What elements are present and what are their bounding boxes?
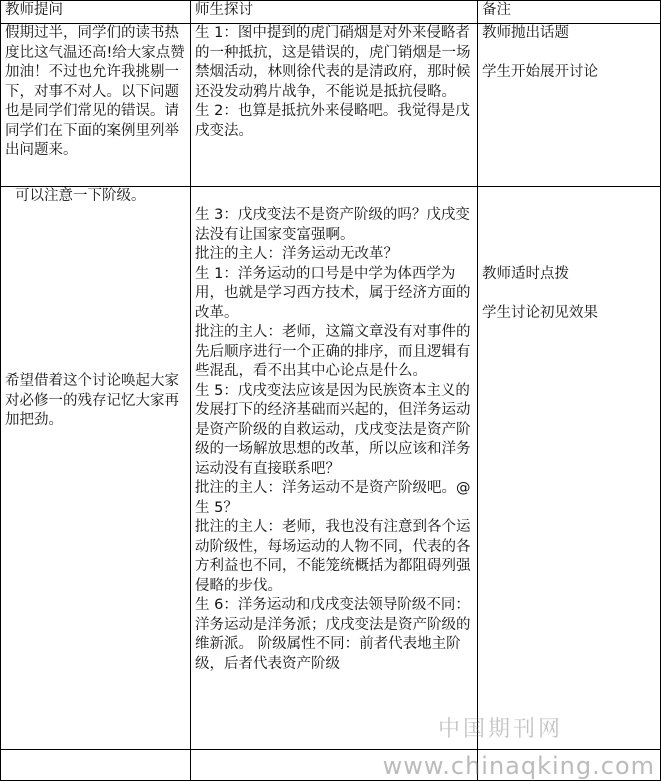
table-row [1,187,661,750]
row1-teacher-text: 假期过半，同学们的读书热度比这气温还高!给大家点赞加油！不过也允许我挑剔一下，对事不对人。以下问题也是同学们常见的错误。请同学们在下面的案例里列举出问题来。 [5,25,185,158]
row2-note: 教师适时点拨 [482,266,569,282]
row2-discussion-line: 生 5：戊戌变法应该是因为民族资本主义的发展打下的经济基础而兴起的，但洋务运动是资产阶级的自救运动，戊戌变法是资产阶级的一场解放思想的改革，所以应该和洋务运动没有直接联系吧？ [195,382,471,477]
row1-discussion-cell [191,24,478,187]
row2-discussion-line: 批注的主人：洋务运动无改革？ [195,246,398,262]
header-notes: 备注 [478,1,661,24]
row2-teacher-cell [1,187,191,750]
row2-discussion-line: 生 1：洋务运动的口号是中学为体西学为用，也就是学习西方技术，属于经济方面的改革。 [195,265,471,321]
header-discussion: 师生探讨 [191,1,478,24]
row2-teacher-top: 可以注意一下阶级。 [15,188,146,204]
watermark-site-name: 中国期刊网 [437,717,563,742]
table-row [1,24,661,187]
row1-note: 学生开始展开讨论 [482,63,598,80]
table-header-row [1,1,661,24]
row2-note: 学生讨论初见效果 [482,304,598,321]
row2-notes-cell [478,187,661,750]
row1-notes-cell [478,24,661,187]
row2-discussion-cell [191,187,478,750]
row2-discussion-line: 批注的主人：洋务运动不是资产阶级吧。@生 5？ [195,480,471,516]
row1-discussion-line: 生 2：也算是抵抗外来侵略吧。我觉得是戊戌变法。 [195,103,470,139]
watermark-url: www.chinaqking.com [382,752,655,780]
row2-discussion-line: 批注的主人：老师，我也没有注意到各个运动阶级性，每场运动的人物不同，代表的各方利益也不同，不能笼统概括为都阻碍列强侵略的步伐。 [195,519,471,594]
row2-discussion-line: 批注的主人：老师，这篇文章没有对事件的先后顺序进行一个正确的排序，而且逻辑有些混乱，看不出其中心论点是什么。 [195,324,471,379]
row2-discussion-line: 生 3：戊戌变法不是资产阶级的吗？戊戌变法没有让国家变富强啊。 [195,207,470,243]
row1-teacher-cell [1,24,191,187]
row1-discussion-line: 生 1：图中提到的虎门硝烟是对外来侵略者的一种抵抗，这是错误的，虎门销烟是一场禁烟活动，林则徐代表的是清政府，那时候还没发动鸦片战争，不能说是抵抗侵略。 [195,25,471,100]
header-teacher-question: 教师提问 [1,1,191,24]
row2-discussion-line: 生 6：洋务运动和戊戌变法领导阶级不同：洋务运动是洋务派；戊戌变法是资产阶级的维新派。 阶级属性不同：前者代表地主阶级，后者代表资产阶级 [195,597,471,672]
row2-teacher-mid: 希望借着这个讨论唤起大家对必修一的残存记忆大家再加把劲。 [5,373,179,428]
row1-note: 教师抛出话题 [482,25,569,41]
